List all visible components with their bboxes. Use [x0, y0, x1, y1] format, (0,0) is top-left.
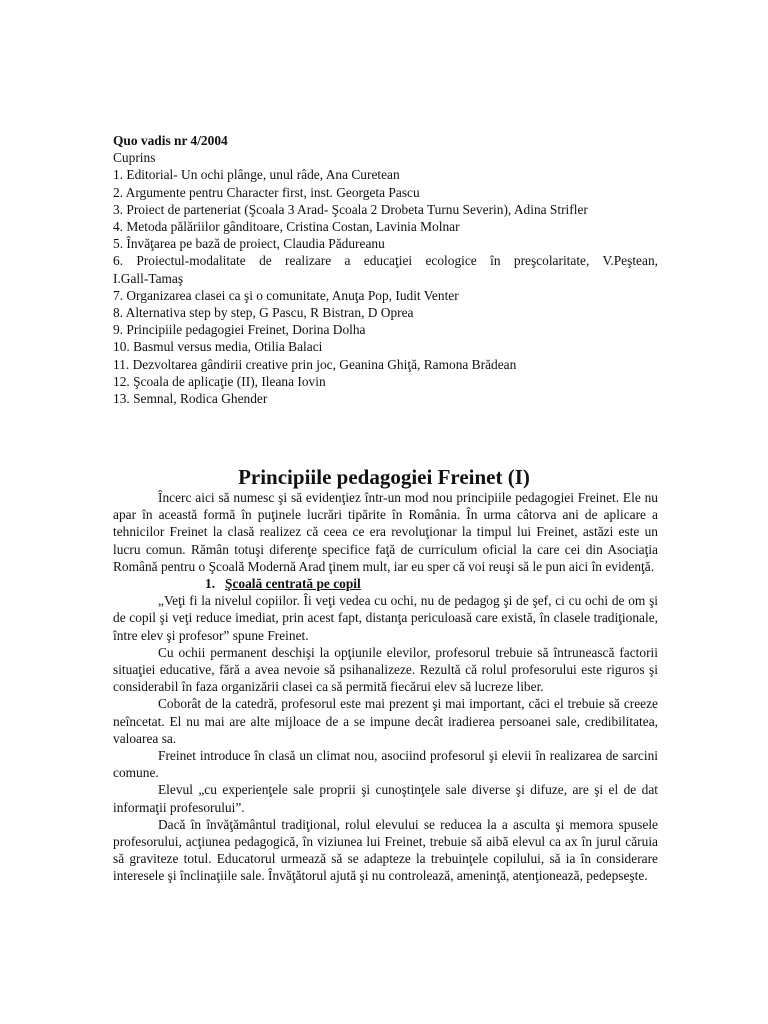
toc-item: 7. Organizarea clasei ca şi o comunitate, Anuţa Pop, Iudit Venter: [113, 287, 459, 303]
section-title: Şcoală centrată pe copil: [225, 576, 361, 592]
article-body: [113, 489, 658, 885]
paragraph: Coborât de la catedră, profesorul este mai prezent şi mai important, căci el trebuie să creeze neîncetat. El nu mai are alte mijloace de a se impune decât iradierea persoanei sale, credibilitatea, valoarea sa.: [113, 696, 658, 746]
paragraph: Elevul „cu experienţele sale proprii şi cunoştinţele sale diverse şi difuze, are şi el de dat informaţii profesorului”.: [113, 782, 658, 815]
contents-label: Cuprins: [113, 150, 156, 166]
toc-item: 10. Basmul versus media, Otilia Balaci: [113, 339, 323, 355]
section-heading: [113, 575, 658, 592]
paragraph: Dacă în învăţământul tradiţional, rolul elevului se reducea la a asculta şi memora spusele profesorului, acţiunea pedagogică, în viziunea lui Freinet, trebuie să aibă elevul ca ax în jurul căruia să graviteze totul. Educatorul urmează să se adapteze la trebuinţele copilului, să ia în considerare interesele şi înclinaţiile sale. Învăţătorul ajută şi nu controlează, ameninţă, atenţionează, pedepseşte.: [113, 816, 658, 884]
toc-item: 4. Metoda pălăriilor gânditoare, Cristina Costan, Lavinia Molnar: [113, 219, 460, 235]
toc-item: 5. Învăţarea pe bază de proiect, Claudia Pădureanu: [113, 236, 385, 252]
toc-item: 13. Semnal, Rodica Ghender: [113, 391, 268, 407]
toc-item-continuation: I.Gall-Tamaş: [113, 270, 184, 286]
toc-item: 1. Editorial- Un ochi plânge, unul râde, Ana Curetean: [113, 167, 400, 183]
journal-header: Quo vadis nr 4/2004: [113, 133, 228, 148]
paragraph: Cu ochii permanent deschişi la opţiunile elevilor, profesorul trebuie să întrunească factorii situaţiei educative, fără a avea nevoie să psihanalizeze. Rezultă că rolul profesorului este riguros şi considerabil în faza organizării clasei ca să permită fiecărui elev să lucreze liber.: [113, 644, 658, 695]
toc-item: 2. Argumente pentru Character first, inst. Georgeta Pascu: [113, 184, 420, 200]
intro-paragraph: Încerc aici să numesc şi să evidenţiez într-un mod nou principiile pedagogiei Freinet. Ele nu apar în această formă în puţinele lucrări tipărite în România. În urma câtorva ani de aplicare a tehnicilor Freinet la clasă realizez că ceea ce era revoluţionar la timpul lui Freinet, astăzi este un lucru comun. Rămân totuşi diferenţe specifice faţă de curriculum oficial la care cei din Asociaţia Română pentru o Şcoală Modernă Arad ţinem mult, iar eu sper că voi reuşi să le pun aici în evidenţă.: [113, 490, 658, 574]
paragraph: „Veţi fi la nivelul copiilor. Îi veţi vedea cu ochi, nu de pedagog şi de şef, ci cu ochi de om şi de copil şi veţi reduce imediat, prin acest fapt, distanţa periculoasă care există, în clasele tradiţionale, între elev şi profesor” spune Freinet.: [113, 593, 658, 643]
article-title: Principiile pedagogiei Freinet (I): [238, 465, 530, 489]
toc-item: 3. Proiect de parteneriat (Şcoala 3 Arad- Şcoala 2 Drobeta Turnu Severin), Adina Strifler: [113, 201, 588, 217]
toc-item: 12. Şcoala de aplicaţie (II), Ileana Iovin: [113, 373, 326, 389]
toc-item: 9. Principiile pedagogiei Freinet, Dorina Dolha: [113, 322, 366, 338]
paragraph: Freinet introduce în clasă un climat nou, asociind profesorul şi elevii în realizarea de sarcini comune.: [113, 748, 658, 781]
table-of-contents: [113, 132, 658, 407]
section-number: 1.: [205, 576, 216, 592]
toc-item: 6. Proiectul-modalitate de realizare a educaţiei ecologice în preşcolaritate, V.Peştean,: [113, 253, 658, 269]
toc-item: 8. Alternativa step by step, G Pascu, R Bistran, D Oprea: [113, 305, 414, 321]
toc-item: 11. Dezvoltarea gândirii creative prin joc, Geanina Ghiţă, Ramona Brădean: [113, 356, 517, 372]
